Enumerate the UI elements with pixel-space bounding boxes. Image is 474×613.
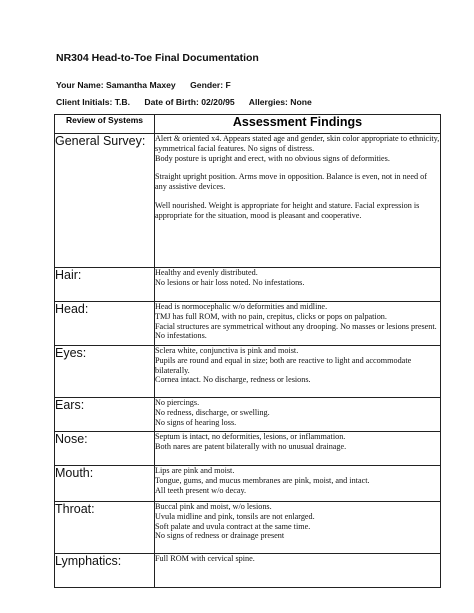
system-label: Throat:	[55, 502, 155, 554]
finding-text: Septum is intact, no deformities, lesions, or inflammation.	[155, 432, 346, 441]
finding-text: Buccal pink and moist, w/o lesions.	[155, 502, 272, 511]
finding-text: No signs of hearing loss.	[155, 417, 237, 427]
finding-text: Uvula midline and pink, tonsils are not enlarged.	[155, 511, 315, 521]
table-row	[55, 398, 441, 432]
findings-cell	[155, 346, 441, 398]
finding-text: No lesions or hair loss noted. No infestations.	[155, 277, 305, 287]
finding-text: No piercings.	[155, 398, 200, 407]
system-label: Mouth:	[55, 466, 155, 502]
finding-text: Tongue, gums, and mucus membranes are pink, moist, and intact.	[155, 475, 370, 485]
finding-text: Facial structures are symmetrical without any drooping. No masses or lesions present. No infestations.	[155, 321, 437, 341]
table-row	[55, 554, 441, 588]
table-row	[55, 302, 441, 346]
system-label: Ears:	[55, 398, 155, 432]
document-title: NR304 Head-to-Toe Final Documentation	[56, 52, 259, 64]
findings-cell	[155, 466, 441, 502]
finding-text: TMJ has full ROM, with no pain, crepitus, clicks or pops on palpation.	[155, 311, 387, 321]
table-row	[55, 346, 441, 398]
findings-cell	[155, 134, 441, 268]
finding-text: Lips are pink and moist.	[155, 466, 235, 475]
finding-text: Full ROM with cervical spine.	[155, 554, 255, 563]
table-row	[55, 134, 441, 268]
system-label: Head:	[55, 302, 155, 346]
table-row	[55, 268, 441, 302]
finding-text: Alert & oriented x4. Appears stated age and gender, skin color appropriate to ethnicity, symmetrical facial features. No signs of distress.	[155, 134, 440, 153]
finding-text: Straight upright position. Arms move in opposition. Balance is even, not in need of any assistive devices.	[155, 172, 427, 192]
finding-text: No signs of redness or drainage present	[155, 531, 285, 541]
findings-cell	[155, 554, 441, 588]
findings-cell	[155, 302, 441, 346]
system-label: Hair:	[55, 268, 155, 302]
system-label: Lymphatics:	[55, 554, 155, 588]
system-label: Eyes:	[55, 346, 155, 398]
finding-text: All teeth present w/o decay.	[155, 485, 247, 495]
finding-text: Pupils are round and equal in size; both are reactive to light and accommodate bilaterally.	[155, 355, 412, 375]
patient-info-line-2	[56, 97, 324, 107]
assessment-findings-header: Assessment Findings	[155, 115, 441, 134]
findings-cell	[155, 268, 441, 302]
patient-info-line-1	[56, 80, 243, 90]
finding-text: Both nares are patent bilaterally with no unusual drainage.	[155, 441, 347, 451]
table-row	[55, 466, 441, 502]
client-initials-field: Client Initials: T.B.	[56, 97, 131, 107]
date-of-birth-field: Date of Birth: 02/20/95	[144, 97, 235, 107]
system-label: Nose:	[55, 432, 155, 466]
findings-cell	[155, 502, 441, 554]
assessment-table	[54, 114, 441, 588]
table-row	[55, 502, 441, 554]
finding-text: Sclera white, conjunctiva is pink and moist.	[155, 346, 299, 355]
finding-text: Body posture is upright and erect, with no obvious signs of deformities.	[155, 153, 390, 163]
finding-text: Head is normocephalic w/o deformities and midline.	[155, 302, 328, 311]
findings-cell	[155, 432, 441, 466]
finding-text: Cornea intact. No discharge, redness or lesions.	[155, 375, 311, 385]
table-row	[55, 432, 441, 466]
finding-text: Soft palate and uvula contract at the same time.	[155, 521, 311, 531]
table-header-row	[55, 115, 441, 134]
review-of-systems-header: Review of Systems	[55, 115, 155, 134]
finding-text: Healthy and evenly distributed.	[155, 268, 258, 277]
findings-cell	[155, 398, 441, 432]
finding-text: Well nourished. Weight is appropriate for height and stature. Facial expression is appropriate for the situation, mood is pleasant and cooperative.	[155, 200, 420, 220]
allergies-field: Allergies: None	[248, 97, 312, 107]
system-label: General Survey:	[55, 134, 155, 268]
your-name-field: Your Name: Samantha Maxey	[56, 80, 176, 90]
gender-field: Gender: F	[190, 80, 231, 90]
finding-text: No redness, discharge, or swelling.	[155, 407, 270, 417]
